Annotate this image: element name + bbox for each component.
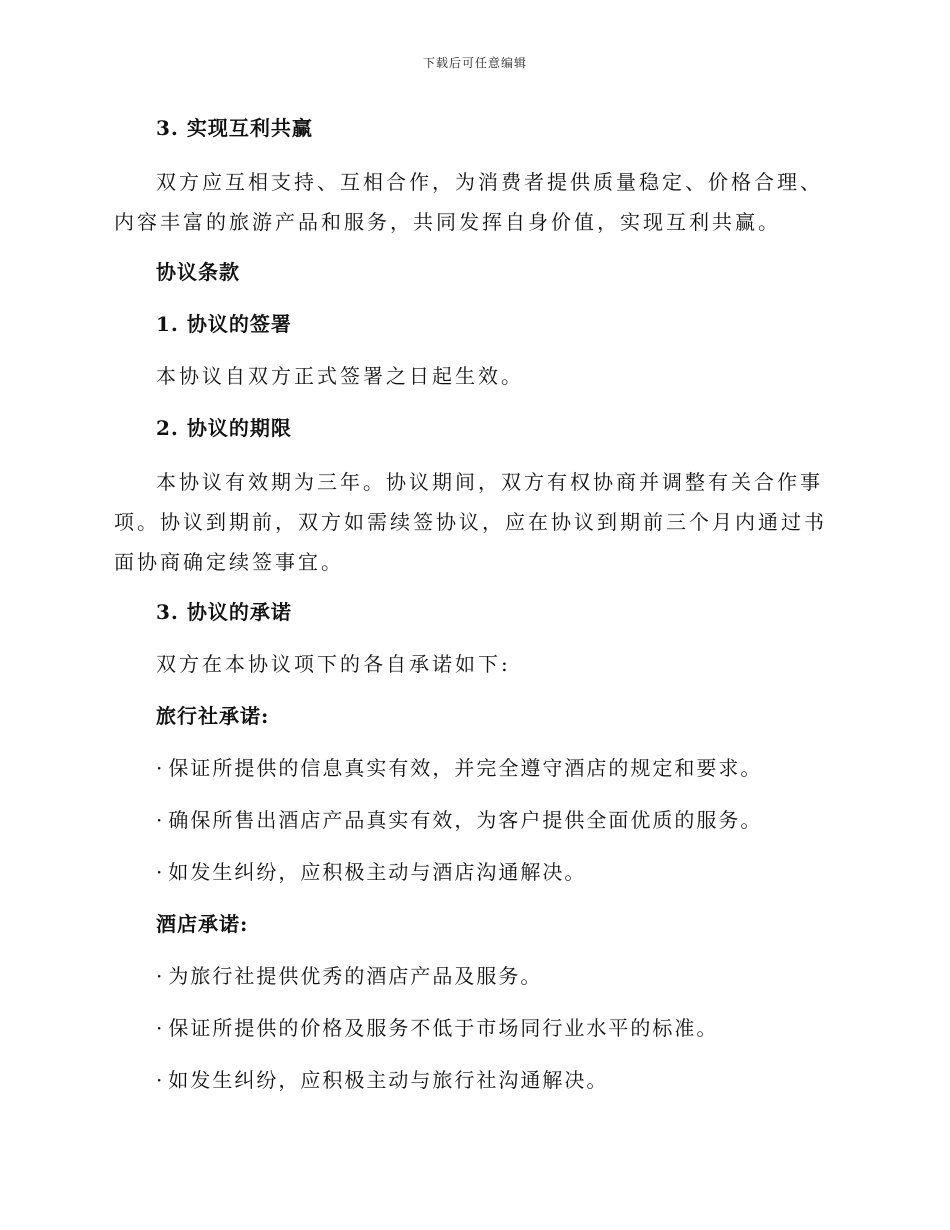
paragraph: 本协议有效期为三年。协议期间，双方有权协商并调整有关合作事项。协议到期前，双方如需续签协议，应在协议到期前三个月内通过书面协商确定续签事宜。 bbox=[114, 470, 827, 574]
list-item-text: 保证所提供的信息真实有效，并完全遵守酒店的规定和要求。 bbox=[168, 756, 763, 780]
list-item-text: 确保所售出酒店产品真实有效，为客户提供全面优质的服务。 bbox=[168, 808, 763, 832]
paragraph: 本协议自双方正式签署之日起生效。 bbox=[156, 364, 524, 388]
hotel-commitments-heading: 酒店承诺: bbox=[156, 912, 249, 936]
agency-commitments-heading: 旅行社承诺: bbox=[156, 704, 270, 728]
list-item bbox=[114, 854, 830, 890]
list-item bbox=[114, 1010, 830, 1046]
term-heading: 1. 协议的签署 bbox=[156, 312, 292, 336]
list-item-text: 为旅行社提供优秀的酒店产品及服务。 bbox=[168, 964, 543, 988]
document-body bbox=[114, 110, 830, 1114]
list-item bbox=[114, 802, 830, 838]
list-item bbox=[114, 1062, 830, 1098]
bullet-icon: · bbox=[156, 860, 165, 884]
list-item-text: 保证所提供的价格及服务不低于市场同行业水平的标准。 bbox=[168, 1016, 719, 1040]
list-item bbox=[114, 958, 830, 994]
term-heading: 3. 协议的承诺 bbox=[156, 600, 292, 624]
terms-heading: 协议条款 bbox=[156, 260, 240, 284]
bullet-icon: · bbox=[156, 808, 165, 832]
paragraph: 双方在本协议项下的各自承诺如下: bbox=[156, 652, 511, 676]
list-item-text: 如发生纠纷，应积极主动与旅行社沟通解决。 bbox=[168, 1068, 609, 1092]
bullet-icon: · bbox=[156, 1068, 165, 1092]
bullet-icon: · bbox=[156, 1016, 165, 1040]
page-header: 下载后可任意编辑 bbox=[422, 56, 527, 70]
bullet-icon: · bbox=[156, 964, 165, 988]
section-heading: 3. 实现互利共赢 bbox=[156, 116, 313, 140]
bullet-icon: · bbox=[156, 756, 165, 780]
paragraph: 双方应互相支持、互相合作，为消费者提供质量稳定、价格合理、内容丰富的旅游产品和服务，共同发挥自身价值，实现互利共赢。 bbox=[114, 170, 823, 234]
list-item bbox=[114, 750, 830, 786]
term-heading: 2. 协议的期限 bbox=[156, 416, 292, 440]
list-item-text: 如发生纠纷，应积极主动与酒店沟通解决。 bbox=[168, 860, 587, 884]
